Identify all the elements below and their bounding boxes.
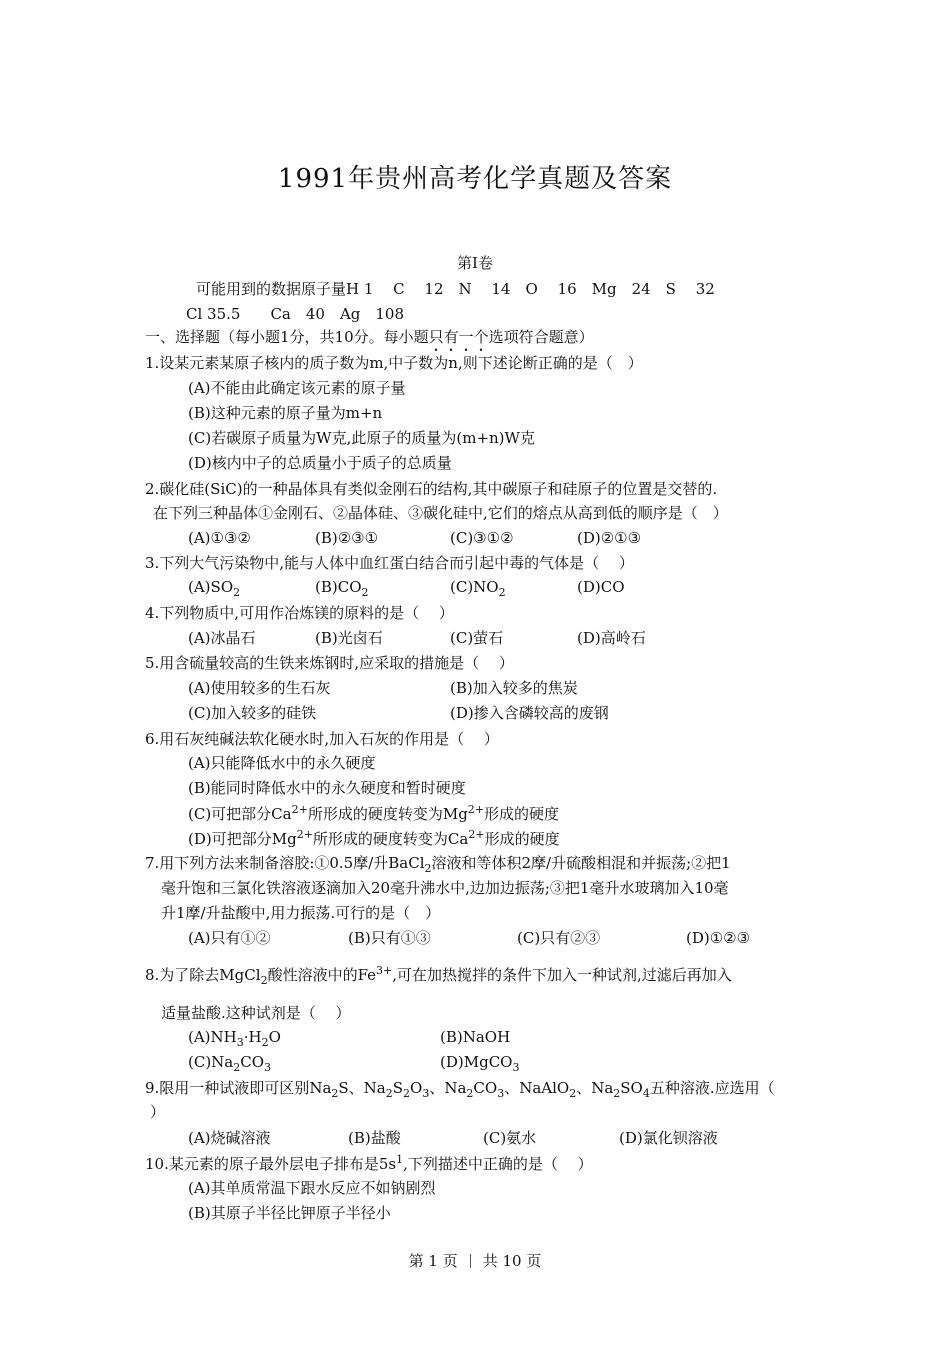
question-5-stem: 5.用含硫量较高的生铁来炼钢时,应采取的措施是（ ） bbox=[145, 654, 514, 672]
question-4-option-d: (D)高岭石 bbox=[577, 629, 646, 647]
page-footer bbox=[0, 1250, 950, 1271]
question-8-option-b: (B)NaOH bbox=[440, 1028, 511, 1046]
question-6-stem: 6.用石灰纯碱法软化硬水时,加入石灰的作用是（ ） bbox=[145, 730, 499, 748]
atomic-masses-line-2: Cl 35.5 Ca 40 Ag 108 bbox=[186, 305, 405, 323]
question-9-option-a: (A)烧碱溶液 bbox=[188, 1129, 271, 1147]
question-8-option-d: (D)MgCO$_3$ bbox=[440, 1053, 520, 1074]
question-5-option-a: (A)使用较多的生石灰 bbox=[188, 679, 331, 697]
question-7-option-b: (B)只有①③ bbox=[348, 929, 431, 947]
question-10-option-b: (B)其原子半径比钾原子半径小 bbox=[188, 1204, 391, 1222]
question-9-stem-line-1: 9.限用一种试液即可区别$Na_2S$、$Na_2S_2O_3$、$Na_2CO_3$、NaAlO$_2$、$Na_2SO_4$五种溶液.应选用（ bbox=[145, 1079, 775, 1100]
question-8-option-c: $(C)Na_2CO_3$ bbox=[188, 1053, 272, 1074]
atomic-masses-line-1: 可能用到的数据原子量H 1 C 12 N 14 O 16 Mg 24 S 32 bbox=[196, 280, 715, 298]
document-title: 1991年贵州高考化学真题及答案 bbox=[277, 164, 673, 194]
question-7-stem-line-3: 升1摩/升盐酸中,用力振荡.可行的是（ ） bbox=[161, 904, 441, 922]
question-6-option-b: (B)能同时降低水中的永久硬度和暂时硬度 bbox=[188, 779, 466, 797]
question-4-option-c: (C)萤石 bbox=[450, 629, 504, 647]
question-10-stem: 10.某元素的原子最外层电子排布是$5s^1$,下列描述中正确的是（ ） bbox=[145, 1153, 593, 1173]
question-8-stem-line-1: 8.为了除去MgCl$_2$酸性溶液中的$Fe^{3+}$,可在加热搅拌的条件下加入一种试剂,过滤后再加入 bbox=[145, 964, 732, 987]
question-2-stem-line-1: 2.碳化硅(SiC)的一种晶体具有类似金刚石的结构,其中碳原子和硅原子的位置是交替的. bbox=[145, 480, 718, 498]
footer-divider bbox=[470, 1254, 471, 1268]
question-4-stem: 4.下列物质中,可用作冶炼镁的原料的是（ ） bbox=[145, 604, 454, 622]
question-2-option-d: (D)②①③ bbox=[577, 529, 642, 547]
question-7-stem-line-1: 7.用下列方法来制备溶胶:①0.5摩/升BaCl$_2$溶液和等体积2摩/升硫酸相混和并振荡;②把1 bbox=[145, 854, 731, 875]
question-2-stem-line-2: 在下列三种晶体①金刚石、②晶体硅、③碳化硅中,它们的熔点从高到低的顺序是（ ） bbox=[153, 504, 728, 522]
question-7-stem-line-2: 毫升饱和三氯化铁溶液逐滴加入20毫升沸水中,边加边振荡;③把1毫升水玻璃加入10毫 bbox=[161, 879, 729, 897]
question-7-option-a: (A)只有①② bbox=[188, 929, 271, 947]
question-2-option-b: (B)②③① bbox=[315, 529, 379, 547]
question-2-option-a: (A)①③② bbox=[188, 529, 251, 547]
question-3-option-d: (D)CO bbox=[577, 578, 625, 596]
section-heading: 第Ⅰ卷 bbox=[457, 254, 493, 272]
question-5-option-d: (D)掺入含磷较高的废钢 bbox=[450, 704, 609, 722]
question-3-option-c: $(C)NO_2$ bbox=[450, 578, 506, 599]
question-1-option-d: (D)核内中子的总质量小于质子的总质量 bbox=[188, 454, 452, 472]
question-5-option-c: (C)加入较多的硅铁 bbox=[188, 704, 317, 722]
question-3-stem: 3.下列大气污染物中,能与人体中血红蛋白结合而引起中毒的气体是（ ） bbox=[145, 554, 634, 572]
part-one-heading: 一、选择题（每小题1分，共10分。每小题只有一个选项符合题意） bbox=[145, 328, 594, 346]
question-3-option-a: $(A)SO_2$ bbox=[188, 578, 241, 599]
question-6-option-a: (A)只能降低水中的永久硬度 bbox=[188, 754, 376, 772]
page-number: 第 1 页 bbox=[408, 1252, 458, 1270]
question-2-option-c: (C)③①② bbox=[450, 529, 514, 547]
question-1-option-b: (B)这种元素的原子量为m+n bbox=[188, 404, 383, 422]
question-4-option-a: (A)冰晶石 bbox=[188, 629, 256, 647]
question-9-option-b: (B)盐酸 bbox=[348, 1129, 401, 1147]
question-8-stem-line-2: 适量盐酸.这种试剂是（ ） bbox=[161, 1004, 351, 1022]
question-10-option-a: (A)其单质常温下跟水反应不如钠剧烈 bbox=[188, 1179, 436, 1197]
question-9-option-c: (C)氨水 bbox=[483, 1129, 537, 1147]
question-5-option-b: (B)加入较多的焦炭 bbox=[450, 679, 578, 697]
question-6-option-d: (D)可把部分$Mg^{2+}$所形成的硬度转变为$Ca^{2+}$形成的硬度 bbox=[188, 828, 560, 848]
emphasis-text: 只有一个 bbox=[428, 328, 489, 346]
question-1-option-a: (A)不能由此确定该元素的原子量 bbox=[188, 379, 406, 397]
page-total: 共 10 页 bbox=[482, 1252, 542, 1270]
question-7-option-d: (D)①②③ bbox=[686, 929, 751, 947]
question-7-option-c: (C)只有②③ bbox=[517, 929, 601, 947]
question-8-option-a: $(A)NH_3\cdot H_2O$ bbox=[188, 1028, 281, 1049]
question-9-stem-line-2: ） bbox=[150, 1103, 166, 1121]
question-1-option-c: (C)若碳原子质量为W克,此原子的质量为(m+n)W克 bbox=[188, 429, 535, 447]
question-9-option-d: (D)氯化钡溶液 bbox=[619, 1129, 718, 1147]
question-1-stem: 1.设某元素某原子核内的质子数为m,中子数为n,则下述论断正确的是（ ） bbox=[145, 354, 643, 372]
question-3-option-b: $(B)CO_2$ bbox=[315, 578, 369, 599]
question-4-option-b: (B)光卤石 bbox=[315, 629, 383, 647]
question-6-option-c: (C)可把部分$Ca^{2+}$所形成的硬度转变为$Mg^{2+}$形成的硬度 bbox=[188, 803, 560, 823]
